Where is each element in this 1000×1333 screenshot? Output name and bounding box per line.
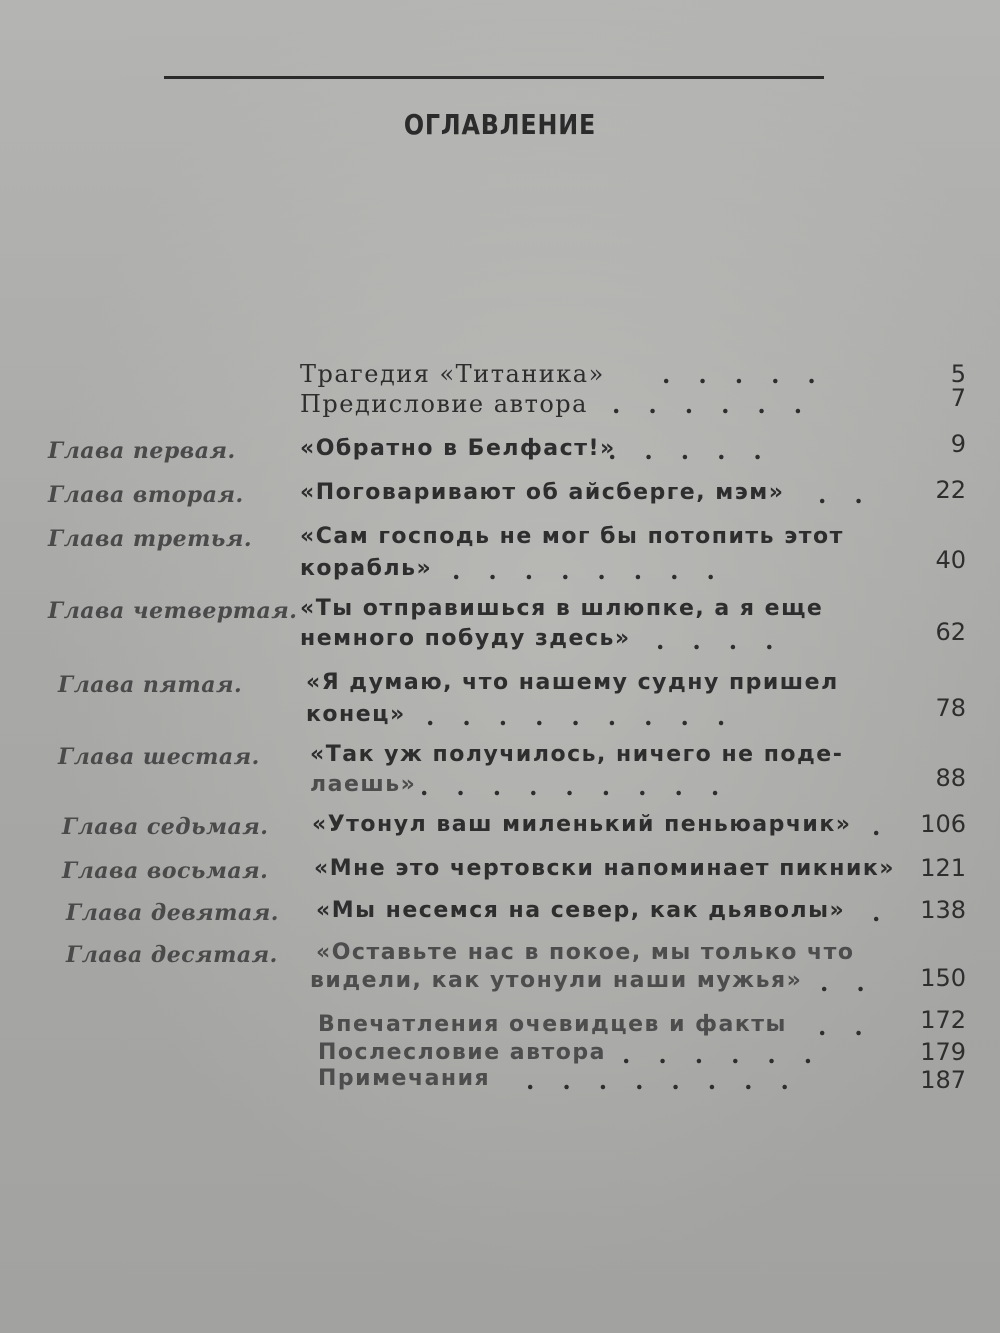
toc-entry-title: Послесловие автора xyxy=(318,1040,607,1065)
toc-entry-title-cont: корабль» xyxy=(300,556,433,581)
toc-page-number: 78 xyxy=(935,694,966,722)
leader-dots: ........ xyxy=(526,1066,817,1095)
leader-dots: ...... xyxy=(612,390,831,419)
chapter-label: Глава девятая. xyxy=(66,900,279,926)
toc-page-number: 121 xyxy=(920,854,966,882)
leader-dots: ......... xyxy=(420,772,748,801)
toc-entry-title: «Ты отправишься в шлюпке, а я еще xyxy=(300,596,824,621)
toc-entry-title: Впечатления очевидцев и факты xyxy=(318,1012,787,1037)
leader-dots: .. xyxy=(818,480,891,509)
leader-dots: .. xyxy=(820,968,893,997)
toc-entry-title: Трагедия «Титаника» xyxy=(300,360,605,388)
leader-dots: .... xyxy=(656,626,802,655)
toc-page-number: 9 xyxy=(950,430,966,458)
toc-entry-title: «Мы несемся на север, как дьяволы» xyxy=(316,898,846,923)
leader-dots: ..... xyxy=(662,360,844,389)
toc-page-number: 138 xyxy=(920,896,966,924)
toc-entry-title-cont: немного побуду здесь» xyxy=(300,626,631,651)
leader-dots: ..... xyxy=(608,436,790,465)
toc-entry-title-cont: видели, как утонули наши мужья» xyxy=(310,968,803,993)
toc-entry-title: «Мне это чертовски напоминает пикник» xyxy=(314,856,895,881)
chapter-label: Глава седьмая. xyxy=(62,814,269,840)
toc-entry-title: «Так уж получилось, ничего не поде- xyxy=(310,742,844,767)
chapter-label: Глава восьмая. xyxy=(62,858,269,884)
toc-entry-title: Предисловие автора xyxy=(300,390,588,418)
toc-page-number: 40 xyxy=(935,546,966,574)
chapter-label: Глава шестая. xyxy=(58,744,260,770)
toc-page-number: 150 xyxy=(920,964,966,992)
leader-dots: ...... xyxy=(622,1040,841,1069)
toc-entry-title: «Утонул ваш миленький пеньюарчик» xyxy=(312,812,852,837)
toc-page-number: 106 xyxy=(920,810,966,838)
toc-page-number: 172 xyxy=(920,1006,966,1034)
toc-page-number: 7 xyxy=(950,384,966,412)
toc-entry-title: «Обратно в Белфаст!» xyxy=(300,436,616,461)
chapter-label: Глава первая. xyxy=(48,438,236,464)
toc-page-number: 62 xyxy=(935,618,966,646)
leader-dots: . xyxy=(872,898,909,927)
toc-entry-title-cont: лаешь» xyxy=(310,772,417,797)
page-title: ОГЛАВЛЕНИЕ xyxy=(403,108,597,141)
leader-dots: ........ xyxy=(452,556,743,585)
chapter-label: Глава пятая. xyxy=(58,672,243,698)
leader-dots: .. xyxy=(818,1012,891,1041)
toc-page-number: 5 xyxy=(950,360,966,388)
toc-page-number: 179 xyxy=(920,1038,966,1066)
chapter-label: Глава четвертая. xyxy=(48,598,298,624)
chapter-label: Глава третья. xyxy=(48,526,253,552)
toc-page-number: 22 xyxy=(935,476,966,504)
toc-page-number: 187 xyxy=(920,1066,966,1094)
leader-dots: . xyxy=(872,812,909,841)
toc-entry-title: Примечания xyxy=(318,1066,491,1091)
toc-entry-title: «Сам господь не мог бы потопить этот xyxy=(300,524,844,549)
chapter-label: Глава вторая. xyxy=(48,482,244,508)
toc-entry-title: «Поговаривают об айсберге, мэм» xyxy=(300,480,785,505)
toc-entry-title: «Я думаю, что нашему судну пришел xyxy=(306,670,839,695)
toc-entry-title-cont: конец» xyxy=(306,702,406,727)
leader-dots: ......... xyxy=(426,702,754,731)
chapter-label: Глава десятая. xyxy=(66,942,278,968)
toc-entry-title: «Оставьте нас в покое, мы только что xyxy=(316,940,855,965)
toc-page-number: 88 xyxy=(935,764,966,792)
